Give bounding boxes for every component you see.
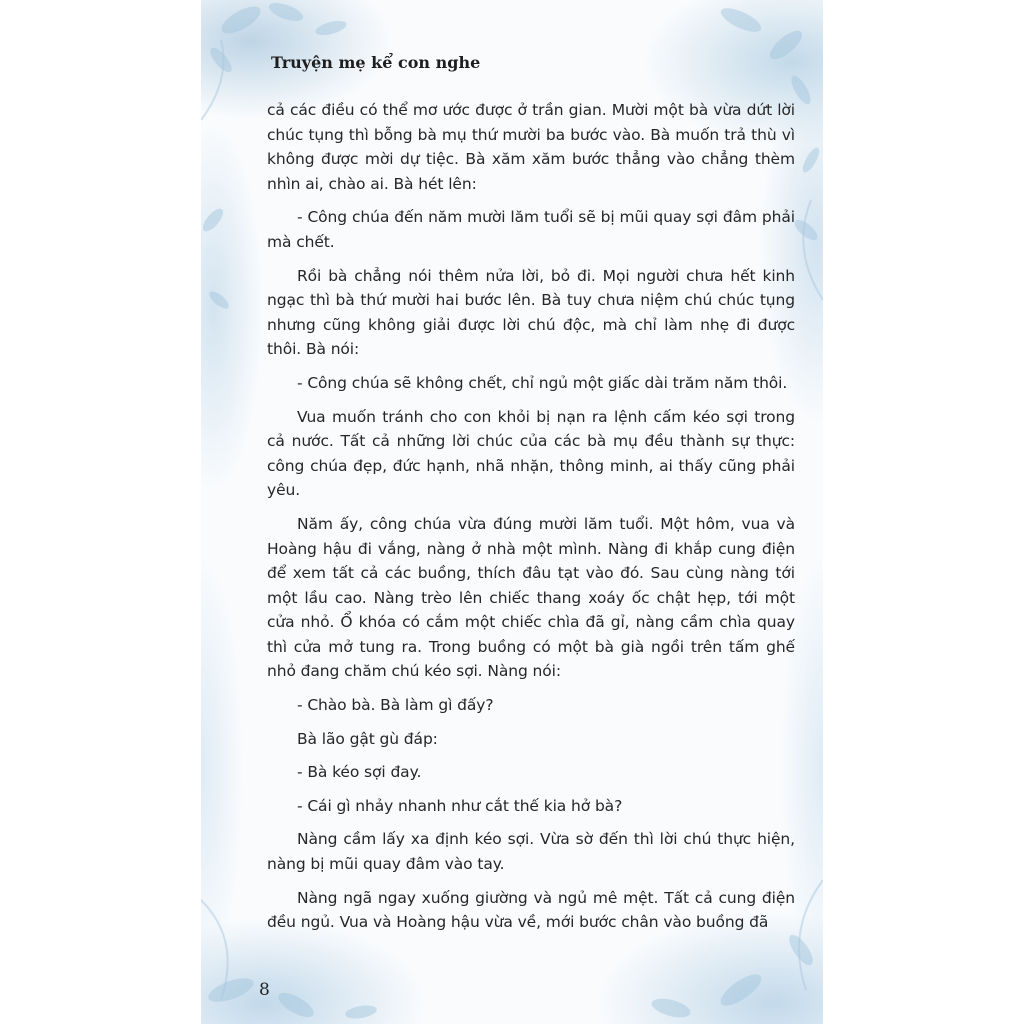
running-title: Truyện mẹ kể con nghe [271, 53, 481, 72]
paragraph: Rồi bà chẳng nói thêm nửa lời, bỏ đi. Mọi người chưa hết kinh ngạc thì bà thứ mười hai bước lên. Bà tuy chưa niệm chú chúc tụng nhưng cũng không giải được lời chú độc, mà chỉ làm nhẹ đi được thôi. Bà nói: [267, 266, 795, 359]
paragraph: Nàng cầm lấy xa định kéo sợi. Vừa sờ đến thì lời chú thực hiện, nàng bị mũi quay đâm vào tay. [267, 830, 795, 874]
story-text [267, 98, 795, 944]
paragraph: Nàng ngã ngay xuống giường và ngủ mê mệt. Tất cả cung điện đều ngủ. Vua và Hoàng hậu vừa về, mới bước chân vào buồng đã [267, 888, 795, 932]
paragraph: - Chào bà. Bà làm gì đấy? [297, 696, 494, 715]
paragraph: Năm ấy, công chúa vừa đúng mười lăm tuổi. Một hôm, vua và Hoàng hậu đi vắng, nàng ở nhà một mình. Nàng đi khắp cung điện để xem tất cả các buồng, thích đâu tạt vào đó. Sau cùng nàng tới một lầu cao. Nàng trèo lên chiếc thang xoáy ốc chật hẹp, tới một cửa nhỏ. Ổ khóa có cắm một chiếc chìa đã gỉ, nàng cầm chìa quay thì cửa mở tung ra. Trong buồng có một bà già ngồi trên tấm ghế nhỏ đang chăm chú kéo sợi. Nàng nói: [267, 514, 795, 681]
paragraph: - Bà kéo sợi đay. [297, 763, 422, 782]
paragraph: Bà lão gật gù đáp: [297, 729, 438, 748]
paragraph: - Cái gì nhảy nhanh như cắt thế kia hở bà? [297, 796, 623, 815]
paragraph: - Công chúa đến năm mười lăm tuổi sẽ bị mũi quay sợi đâm phải mà chết. [267, 208, 795, 251]
paragraph: Vua muốn tránh cho con khỏi bị nạn ra lệnh cấm kéo sợi trong cả nước. Tất cả những lời chúc của các bà mụ đều thành sự thực: công chúa đẹp, đức hạnh, nhã nhặn, thông minh, ai thấy cũng phải yêu. [267, 407, 795, 500]
book-page [201, 0, 823, 1024]
paragraph: cả các điều có thể mơ ước được ở trần gian. Mười một bà vừa dứt lời chúc tụng thì bỗng bà mụ thứ mười ba bước vào. Bà muốn trả thù vì không được mời dự tiệc. Bà xăm xăm bước thẳng vào chẳng thèm nhìn ai, chào ai. Bà hét lên: [267, 101, 795, 193]
paragraph: - Công chúa sẽ không chết, chỉ ngủ một giấc dài trăm năm thôi. [297, 373, 788, 392]
page-number: 8 [259, 980, 270, 1000]
